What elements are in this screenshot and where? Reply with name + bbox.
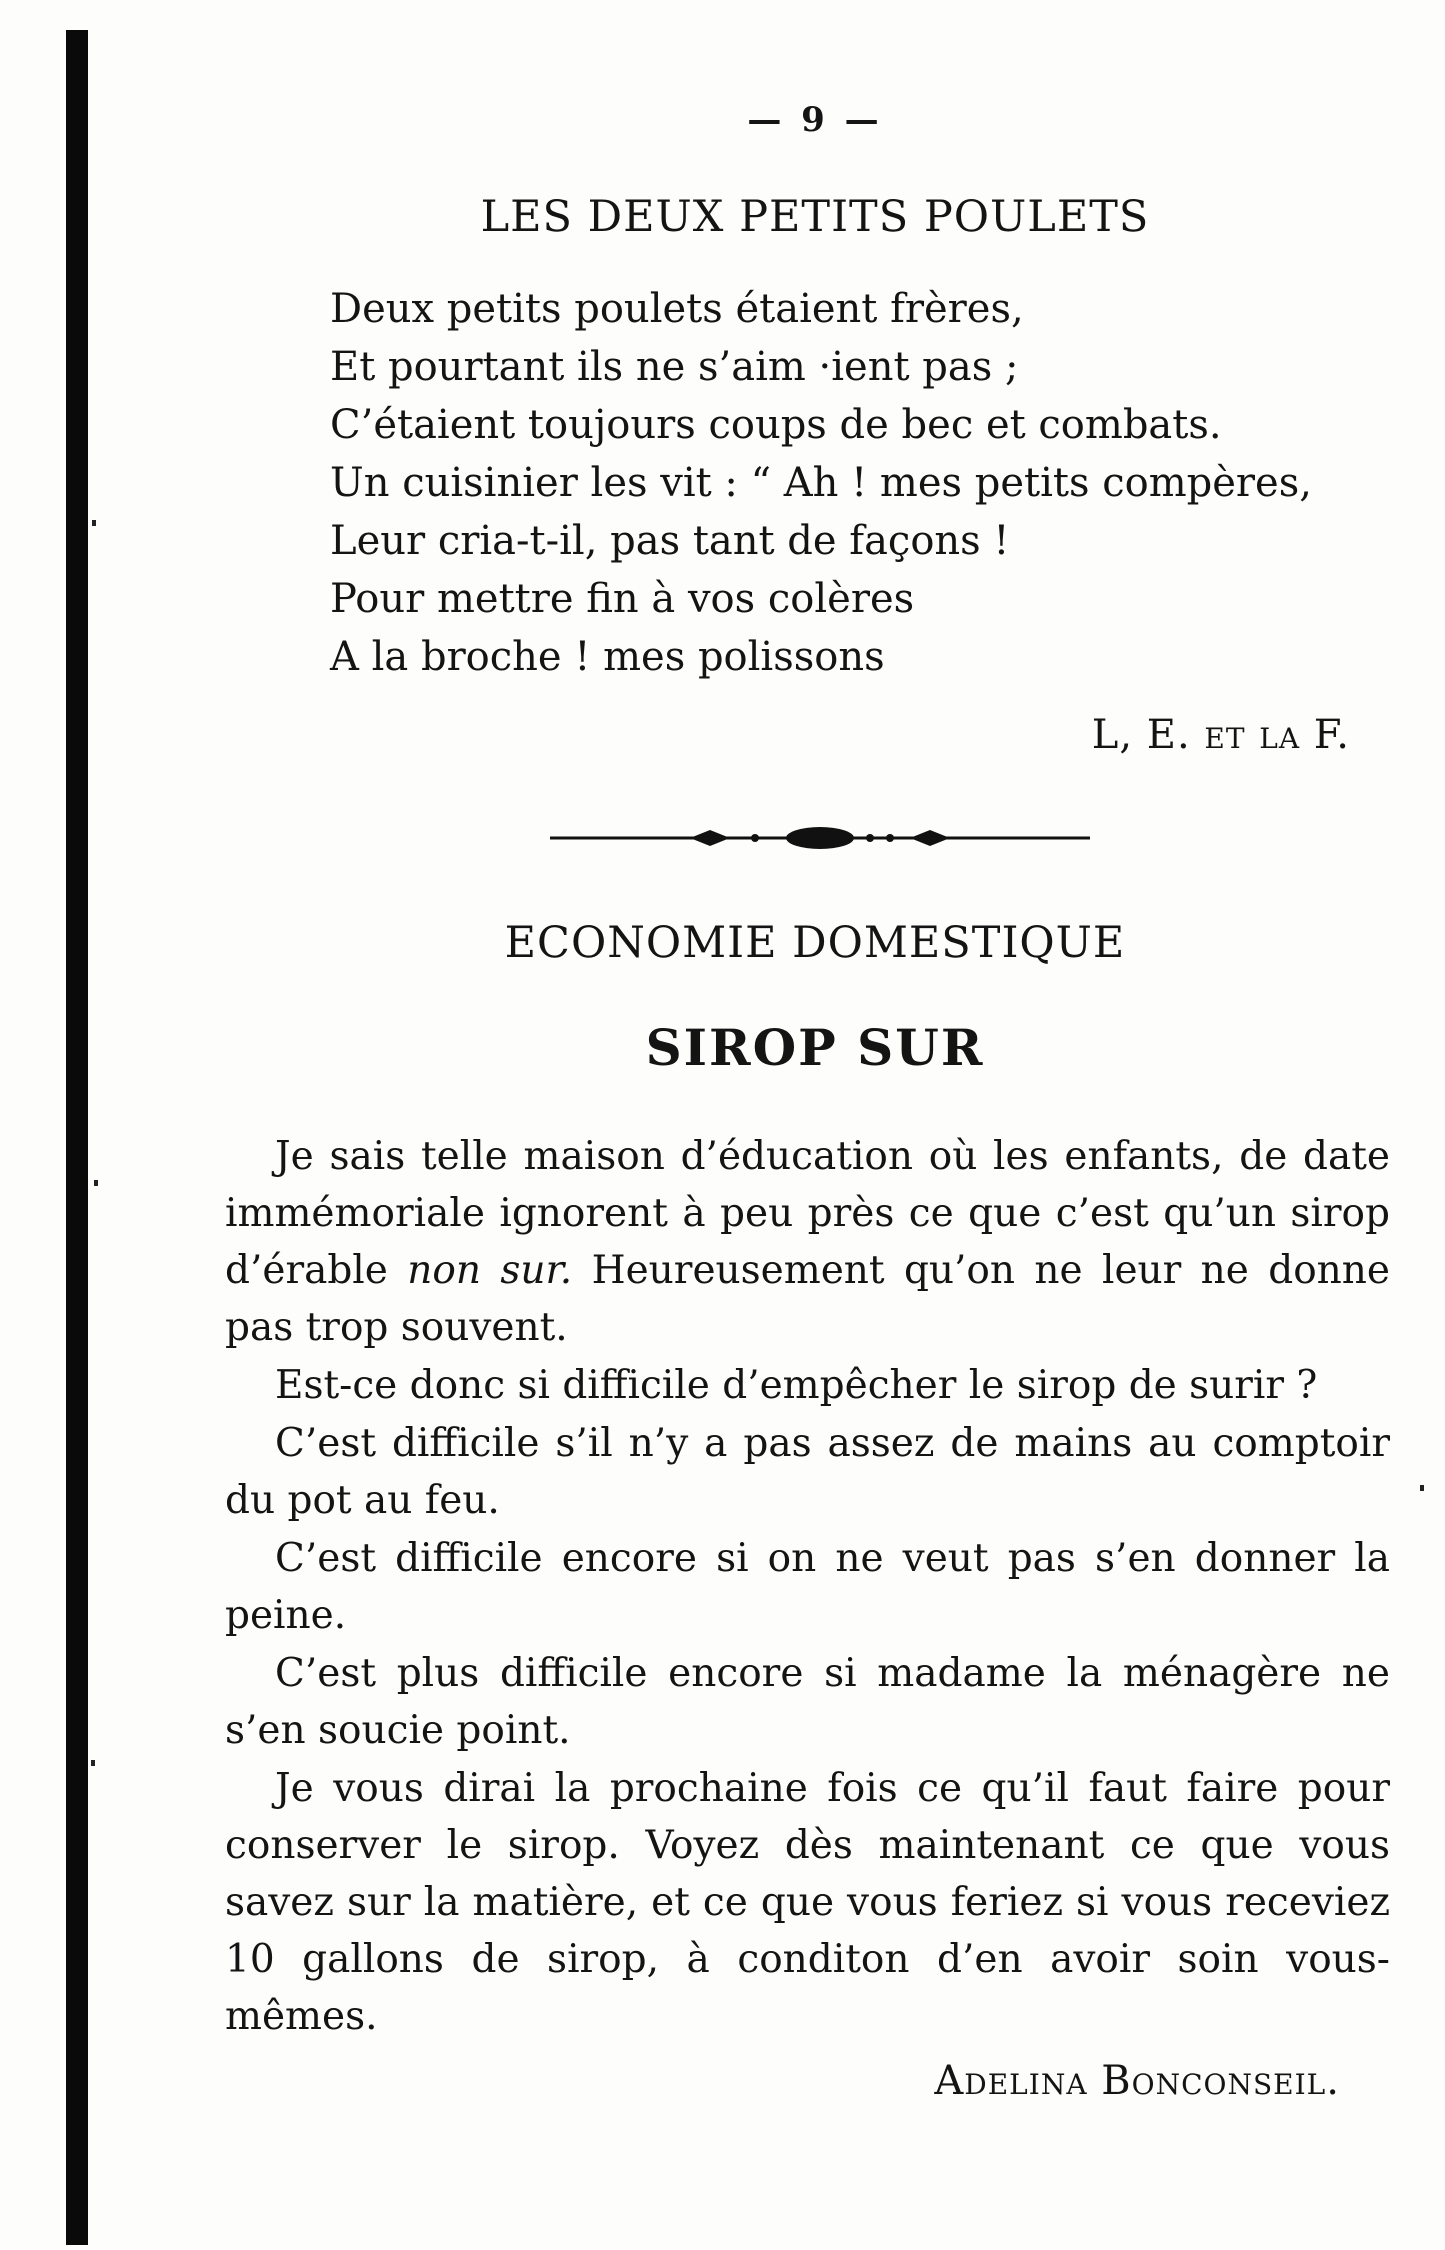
article-paragraph: Est-ce donc si difficile d’empêcher le sirop de surir ? [275, 1363, 1318, 1408]
article-paragraph: C’est plus difficile encore si madame la ménagère ne s’en soucie point. [225, 1651, 1390, 1753]
article-body [225, 1128, 1390, 2046]
binding-speck [92, 520, 96, 526]
binding-speck [91, 1760, 95, 1766]
article-section-title: ECONOMIE DOMESTIQUE [504, 918, 1126, 968]
poem-line: A la broche ! mes polissons [330, 634, 885, 680]
binding-speck [1420, 1485, 1424, 1491]
poem-line: Un cuisinier les vit : “ Ah ! mes petits compères, [330, 460, 1312, 506]
ornament-divider [550, 820, 1090, 856]
article-paragraph: C’est difficile s’il n’y a pas assez de mains au comptoir du pot au feu. [225, 1421, 1390, 1523]
article-signature: Adelina Bonconseil. [934, 2058, 1340, 2104]
binding-edge [66, 30, 88, 2245]
article-paragraph [225, 1128, 1390, 1356]
poem-line: Pour mettre fin à vos colères [330, 576, 915, 622]
poem-signature: L, E. et la F. [1091, 712, 1350, 758]
poem-line: Et pourtant ils ne s’aim ·ient pas ; [330, 344, 1019, 390]
paragraph-text: Je sais telle maison d’éducation où les enfants, de date immémoriale ignorent à peu près ce que c’est qu’un sirop d’érable [225, 1134, 1390, 1293]
article-title: SIROP SUR [645, 1018, 985, 1077]
poem [330, 280, 1390, 686]
binding-speck [94, 1180, 98, 1186]
article-paragraph: Je vous dirai la prochaine fois ce qu’il faut faire pour conserver le sirop. Voyez dès maintenant ce que vous savez sur la matière, et ce que vous feriez si vous receviez 10 gallons de sirop, à conditon d’en avoir soin vous-mêmes. [225, 1766, 1390, 2039]
article-paragraph: C’est difficile encore si on ne veut pas s’en donner la peine. [225, 1536, 1390, 1638]
paragraph-text: Heureusement qu’on ne leur ne donne pas trop souvent. [225, 1248, 1390, 1350]
poem-line: C’étaient toujours coups de bec et combats. [330, 402, 1222, 448]
poem-title: LES DEUX PETITS POULETS [480, 192, 1150, 242]
page-number: — 9 — [747, 100, 883, 140]
poem-line: Deux petits poulets étaient frères, [330, 286, 1024, 332]
poem-line: Leur cria-t-il, pas tant de façons ! [330, 518, 1010, 564]
emphasis-text: non sur. [407, 1248, 573, 1293]
